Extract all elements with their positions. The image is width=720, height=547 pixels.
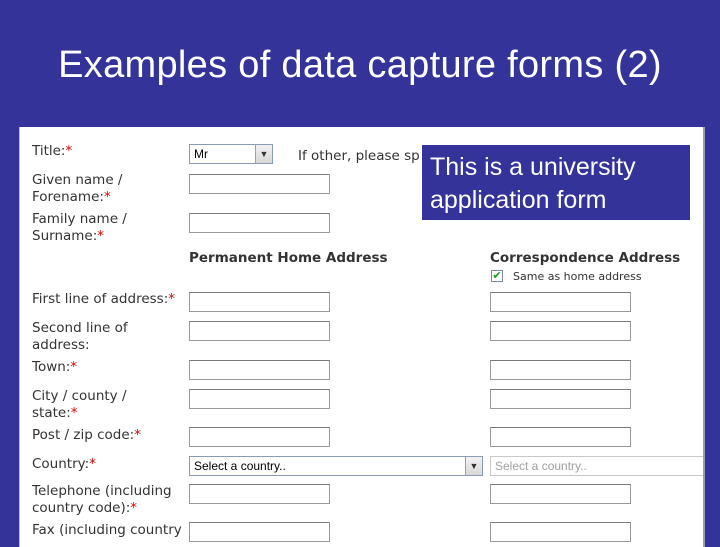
town-label: Town:* [32, 359, 78, 375]
chevron-down-icon: ▼ [465, 457, 482, 475]
corr-country-select[interactable]: Select a country.. [490, 456, 705, 476]
corr-town-input[interactable] [490, 360, 631, 380]
address-line1-label: First line of address:* [32, 291, 175, 307]
same-as-home-checkbox[interactable]: ✔ [492, 269, 502, 282]
city-input[interactable] [189, 389, 330, 409]
given-name-input[interactable] [189, 174, 330, 194]
family-name-label: Family name / Surname:* [32, 211, 127, 244]
corr-postcode-input[interactable] [490, 427, 631, 447]
given-name-label: Given name / Forename:* [32, 172, 123, 205]
callout-box [422, 145, 690, 220]
address-line2-label: Second line of address: [32, 320, 128, 353]
address-line1-input[interactable] [189, 292, 330, 312]
corr-address-line2-input[interactable] [490, 321, 631, 341]
address-line2-input[interactable] [189, 321, 330, 341]
telephone-input[interactable] [189, 484, 330, 504]
town-input[interactable] [189, 360, 330, 380]
permanent-address-heading: Permanent Home Address [189, 250, 388, 266]
fax-label: Fax (including country [32, 522, 182, 538]
correspondence-address-heading: Correspondence Address [490, 250, 681, 266]
postcode-label: Post / zip code:* [32, 427, 141, 443]
corr-city-input[interactable] [490, 389, 631, 409]
same-as-home-label: Same as home address [513, 270, 642, 283]
corr-telephone-input[interactable] [490, 484, 631, 504]
title-select[interactable]: Mr ▼ [189, 144, 273, 164]
title-other-hint: If other, please sp [298, 148, 420, 164]
family-name-input[interactable] [189, 213, 330, 233]
slide-title: Examples of data capture forms (2) [58, 44, 662, 86]
title-label: Title:* [32, 143, 73, 159]
country-select[interactable]: Select a country.. ▼ [189, 456, 483, 476]
telephone-label: Telephone (including country code):* [32, 483, 172, 516]
chevron-down-icon: ▼ [255, 145, 272, 163]
city-label: City / county / state:* [32, 388, 127, 421]
callout-line1: This is a university [430, 153, 636, 181]
corr-fax-input[interactable] [490, 522, 631, 542]
country-label: Country:* [32, 456, 96, 472]
corr-address-line1-input[interactable] [490, 292, 631, 312]
fax-input[interactable] [189, 522, 330, 542]
callout-line2: application form [430, 186, 607, 214]
postcode-input[interactable] [189, 427, 330, 447]
